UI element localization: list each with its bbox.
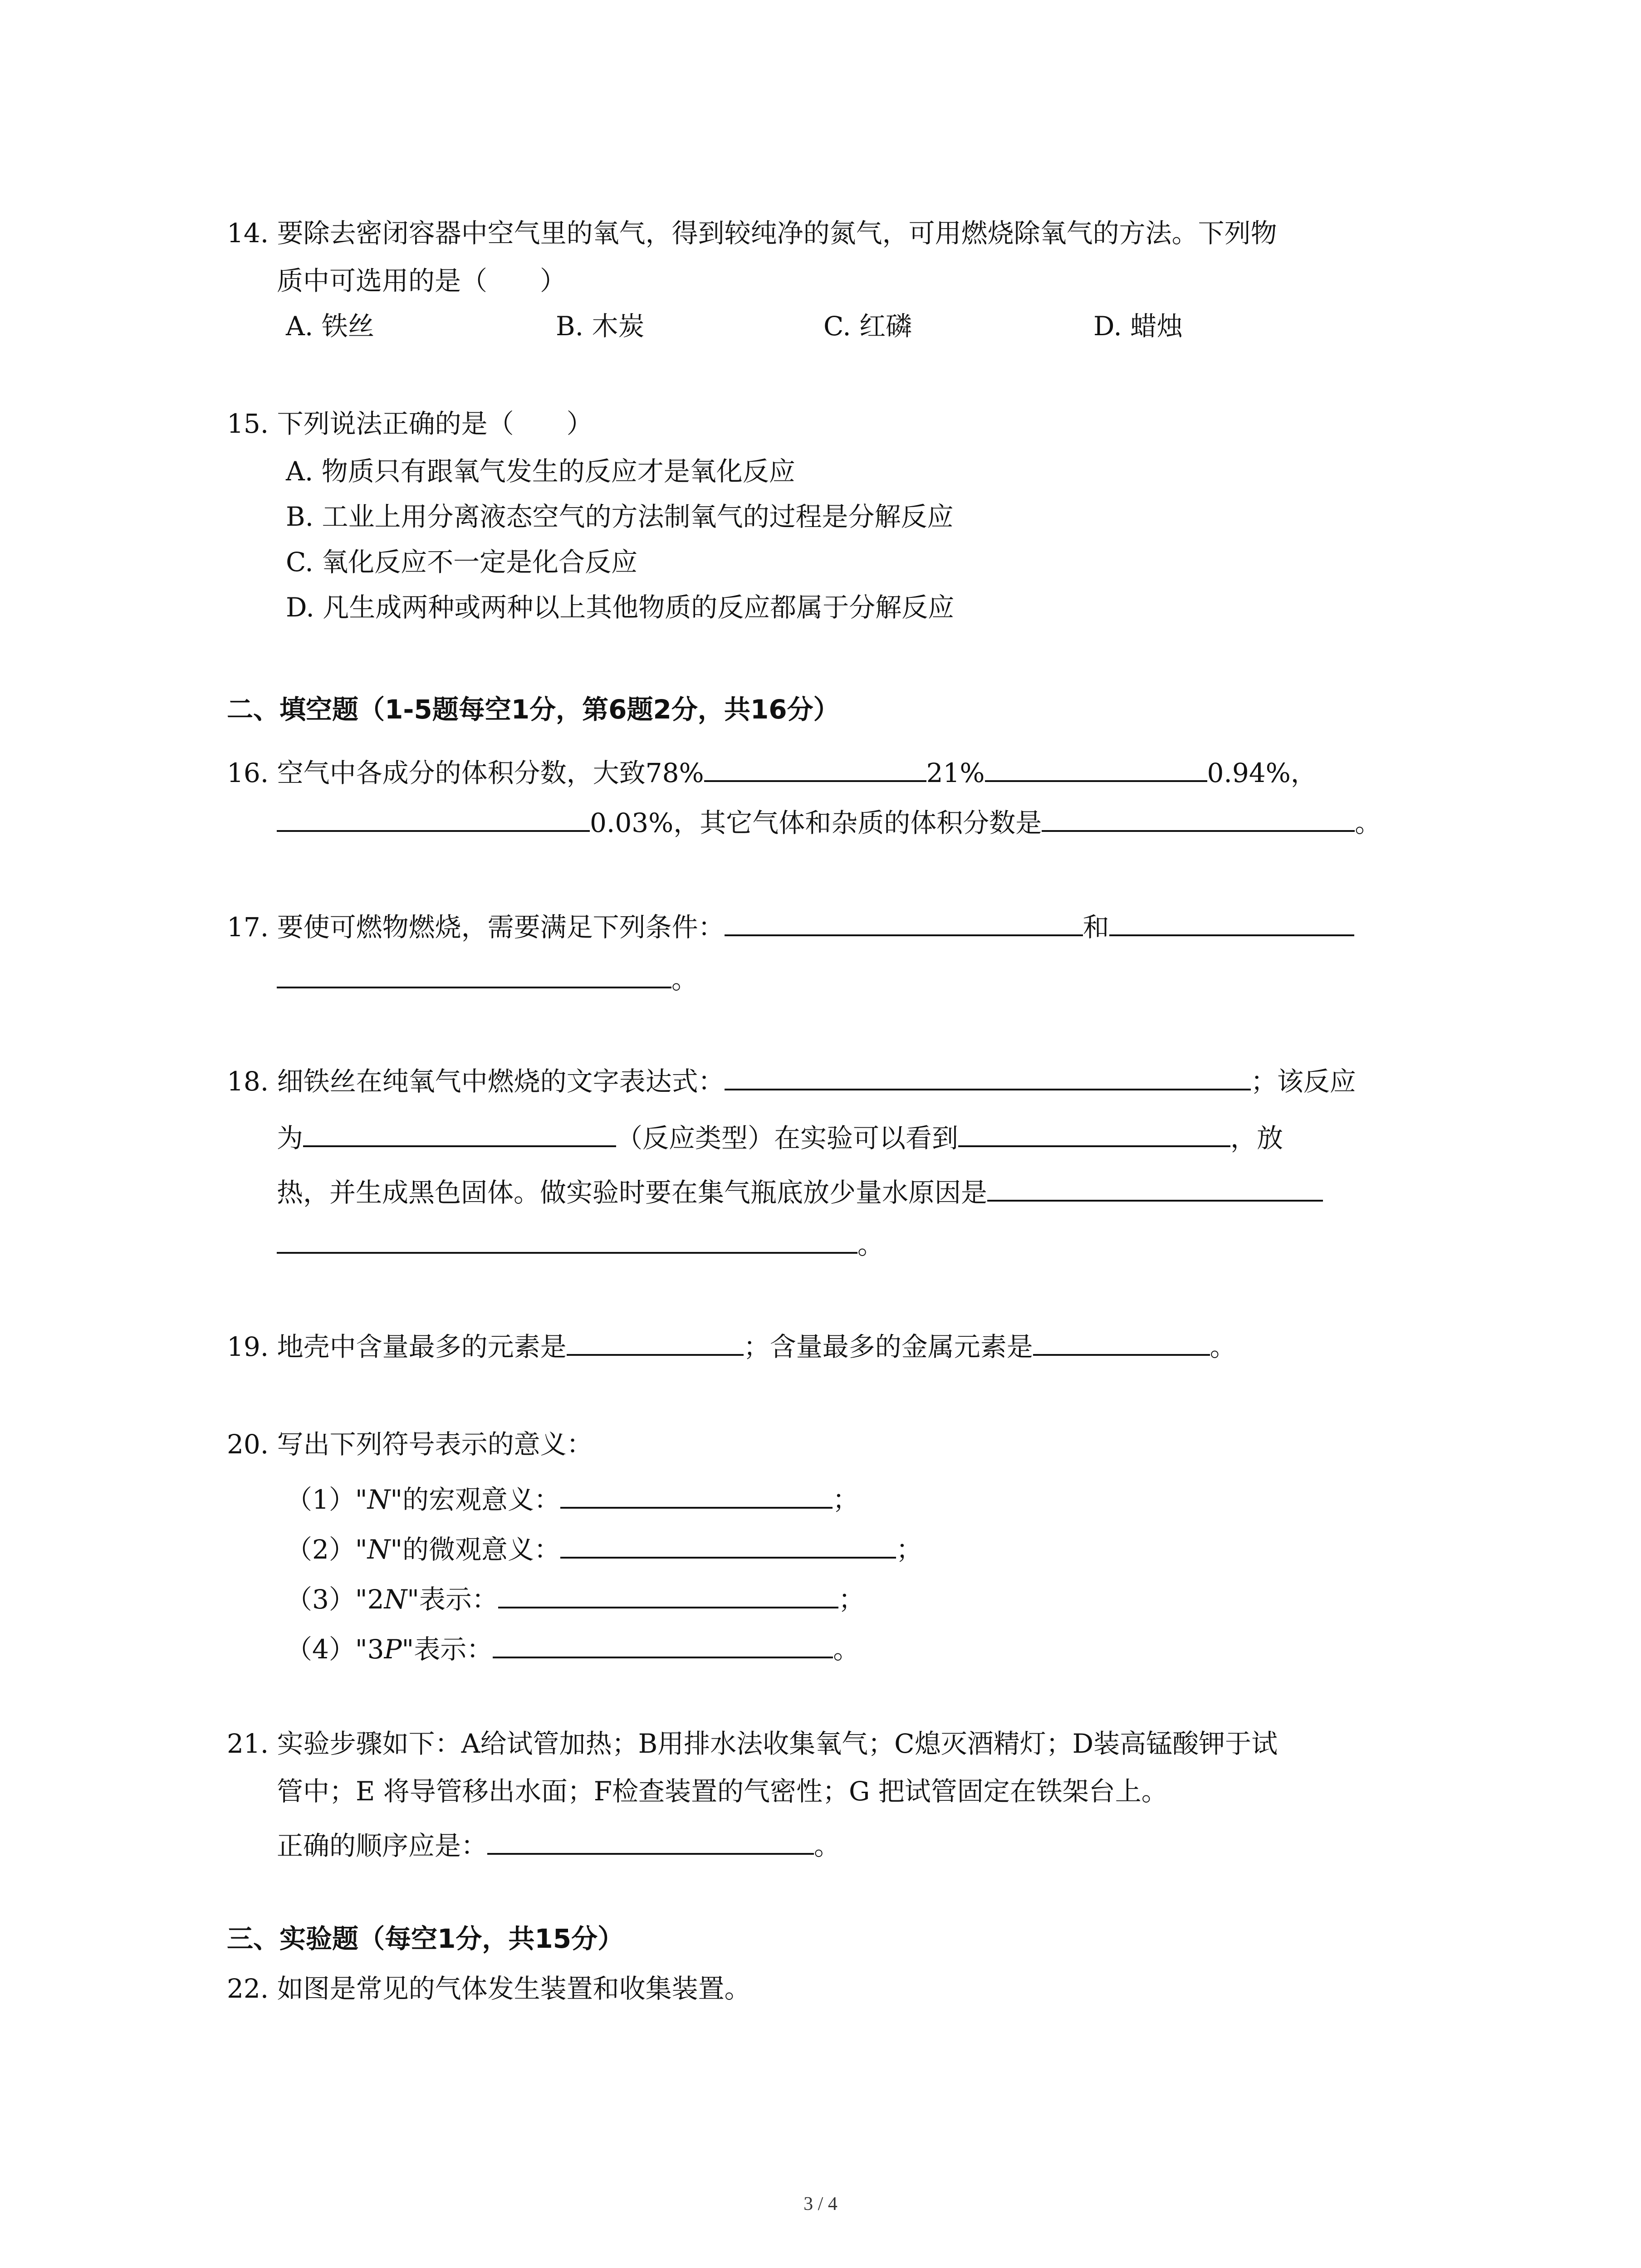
q14-option-c: C. 红磷: [823, 311, 912, 342]
q20-blank-3[interactable]: [498, 1579, 838, 1608]
q19-blank-1[interactable]: [567, 1327, 744, 1356]
q20-item-4: [286, 1629, 859, 1666]
q20-item-1-pre: （1）": [286, 1484, 367, 1515]
q16-blank-4[interactable]: [1042, 803, 1355, 832]
q20-item-2: [286, 1530, 922, 1566]
q18-blank-2[interactable]: [303, 1118, 616, 1147]
q16-line1: [227, 753, 1317, 789]
q20-item-3: [286, 1579, 865, 1616]
q20-item-2-symbol: N: [367, 1534, 391, 1565]
section-heading-fill-in: 二、填空题（1-5题每空1分，第6题2分，共16分）: [227, 694, 840, 725]
q18-line2: [277, 1118, 1283, 1154]
q16-text-b: 21%: [926, 758, 985, 788]
q18-blank-1[interactable]: [725, 1061, 1251, 1090]
q20-item-4-post: "表示：: [402, 1634, 493, 1665]
q21-blank[interactable]: [487, 1826, 814, 1855]
q18-blank-3[interactable]: [958, 1118, 1230, 1147]
q21-text-a: 正确的顺序应是：: [277, 1830, 488, 1861]
q20-item-2-end: ；: [896, 1534, 923, 1565]
q18-line3: [277, 1173, 1323, 1209]
q20-item-4-pre: （4）"3: [286, 1634, 384, 1665]
q16-blank-1[interactable]: [704, 753, 926, 782]
q20-item-3-end: ；: [838, 1584, 865, 1615]
q16-text-d: 0.03%，其它气体和杂质的体积分数是: [590, 807, 1042, 838]
q19-text-c: 。: [1210, 1331, 1236, 1362]
q16-line2: [277, 803, 1381, 839]
q16-text-c: 0.94%，: [1207, 758, 1317, 788]
section-heading-experiment: 三、实验题（每空1分，共15分）: [227, 1923, 624, 1954]
q20-blank-4[interactable]: [493, 1629, 833, 1658]
q18-line1: [227, 1061, 1356, 1098]
q14-option-b: B. 木炭: [556, 311, 645, 342]
q22-stem: 22. 如图是常见的气体发生装置和收集装置。: [227, 1973, 751, 2004]
q20-item-4-symbol: P: [384, 1634, 402, 1665]
q17-text-c: 。: [671, 964, 698, 995]
q20-item-1-end: ；: [833, 1484, 859, 1515]
q21-line3: [277, 1826, 840, 1862]
q20-item-3-pre: （3）"2: [286, 1584, 384, 1615]
q16-text-e: 。: [1355, 807, 1381, 838]
q20-item-2-post: "的微观意义：: [390, 1534, 561, 1565]
q16-blank-3[interactable]: [277, 803, 590, 832]
q18-blank-4[interactable]: [987, 1173, 1323, 1202]
q15-option-c: C. 氧化反应不一定是化合反应: [286, 547, 638, 577]
q18-text-g: 。: [857, 1229, 884, 1260]
q20-item-1-post: "的宏观意义：: [390, 1484, 561, 1515]
q21-line1: 21. 实验步骤如下：A给试管加热；B用排水法收集氧气；C熄灭酒精灯；D装高锰酸钾于试: [227, 1728, 1278, 1759]
page-number: 3 / 4: [803, 2194, 838, 2214]
q17-line2: [277, 959, 698, 996]
q16-blank-2[interactable]: [985, 753, 1207, 782]
q15-option-b: B. 工业上用分离液态空气的方法制氧气的过程是分解反应: [286, 501, 954, 532]
q14-option-d: D. 蜡烛: [1093, 311, 1183, 342]
q15-option-d: D. 凡生成两种或两种以上其他物质的反应都属于分解反应: [286, 592, 955, 623]
q18-text-d: （反应类型）在实验可以看到: [616, 1123, 959, 1154]
q17-text-b: 和: [1083, 912, 1109, 943]
q19-text-b: ；含量最多的金属元素是: [743, 1331, 1033, 1362]
q20-stem: 20. 写出下列符号表示的意义：: [227, 1429, 593, 1460]
q17-text-a: 17. 要使可燃物燃烧，需要满足下列条件：: [227, 912, 725, 943]
q18-text-b: ；该反应: [1250, 1066, 1356, 1097]
q20-item-1: [286, 1480, 859, 1516]
q17-blank-2[interactable]: [1109, 907, 1354, 936]
q21-line2: 管中；E 将导管移出水面；F检查装置的气密性；G 把试管固定在铁架台上。: [277, 1776, 1168, 1807]
q18-text-c: 为: [277, 1123, 304, 1154]
q17-blank-1[interactable]: [725, 907, 1083, 936]
q18-text-e: ，放: [1230, 1123, 1283, 1154]
q20-item-1-symbol: N: [367, 1484, 391, 1515]
q20-item-4-end: 。: [833, 1634, 860, 1665]
q18-text-f: 热，并生成黑色固体。做实验时要在集气瓶底放少量水原因是: [277, 1177, 988, 1208]
q14-line2: 质中可选用的是（ ）: [277, 265, 567, 296]
q17-blank-3[interactable]: [277, 959, 671, 988]
q20-blank-2[interactable]: [560, 1530, 896, 1559]
q20-item-3-symbol: N: [384, 1584, 407, 1615]
q17-line1: [227, 907, 1354, 943]
q18-line4: [277, 1225, 884, 1261]
q14-line1: 14. 要除去密闭容器中空气里的氧气，得到较纯净的氮气，可用燃烧除氧气的方法。下列物: [227, 218, 1277, 249]
q21-text-b: 。: [814, 1830, 841, 1861]
q19-blank-2[interactable]: [1033, 1327, 1210, 1356]
q15-stem: 15. 下列说法正确的是（ ）: [227, 408, 593, 439]
q19-line: [227, 1327, 1236, 1363]
q20-item-2-pre: （2）": [286, 1534, 367, 1565]
q18-text-a: 18. 细铁丝在纯氧气中燃烧的文字表达式：: [227, 1066, 725, 1097]
q20-item-3-post: "表示：: [407, 1584, 498, 1615]
q16-text-a: 16. 空气中各成分的体积分数，大致78%: [227, 758, 704, 788]
q14-option-a: A. 铁丝: [286, 311, 374, 342]
q19-text-a: 19. 地壳中含量最多的元素是: [227, 1331, 567, 1362]
q15-option-a: A. 物质只有跟氧气发生的反应才是氧化反应: [286, 456, 795, 487]
q20-blank-1[interactable]: [560, 1480, 833, 1509]
q18-blank-5[interactable]: [277, 1225, 857, 1254]
